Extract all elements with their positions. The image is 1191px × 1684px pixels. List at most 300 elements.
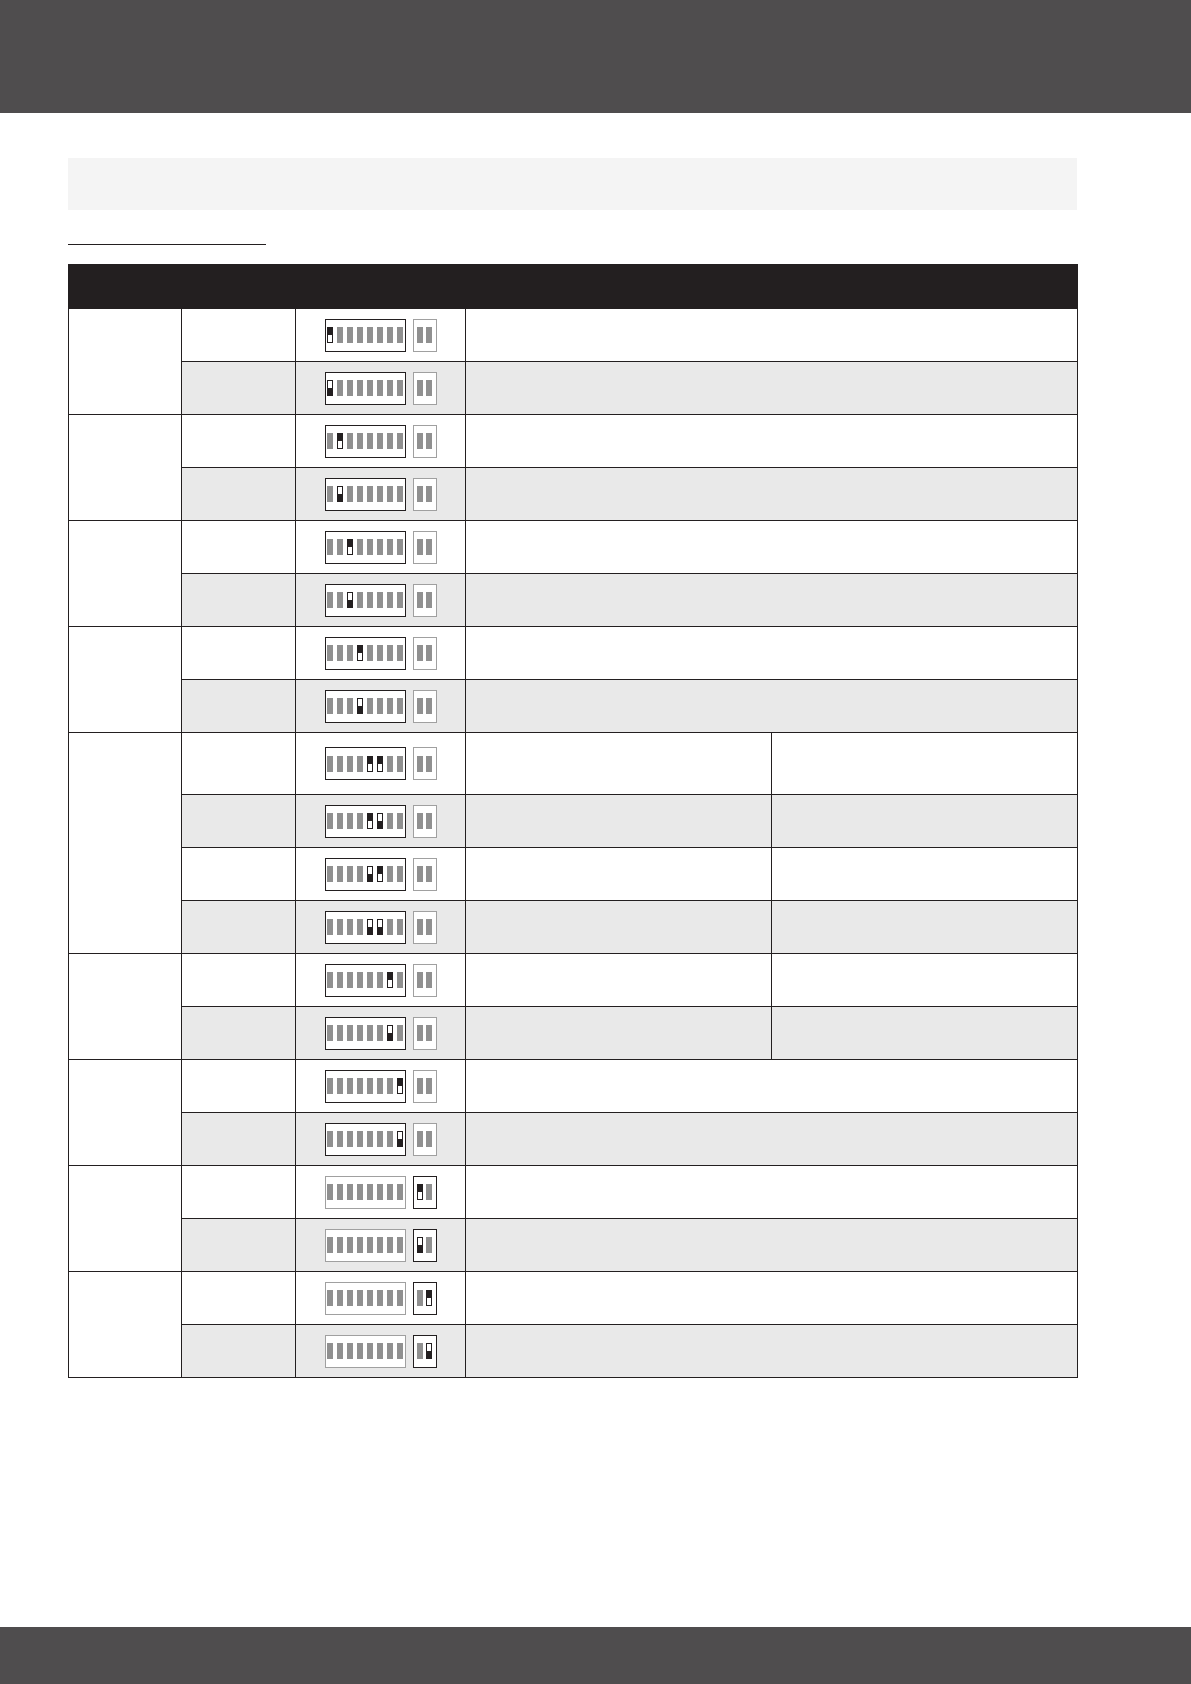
switch-cell: [296, 901, 466, 954]
dip-switch-diagram: [325, 319, 437, 352]
dip-switch-7: [387, 813, 393, 829]
setting-cell: [182, 680, 296, 733]
description-cell: [466, 362, 1078, 415]
dip-switch-4: [357, 1025, 363, 1041]
table-row: [69, 1325, 1078, 1378]
dip-bank-8: [325, 1176, 406, 1209]
description-cell: [466, 521, 1078, 574]
dip-switch-diagram: [325, 372, 437, 405]
dip-switch-diagram: [325, 1176, 437, 1209]
dip-bank-2: [413, 858, 437, 891]
dip-bank-8: [325, 1123, 406, 1156]
table-row: [69, 468, 1078, 521]
dip-switch-6: [377, 1237, 383, 1253]
table-row: [69, 1007, 1078, 1060]
setting-cell: [182, 1272, 296, 1325]
dip-switch-2: [337, 327, 343, 343]
dip-switch-8: [397, 1025, 403, 1041]
dip-switch-8: [397, 972, 403, 988]
dip-switch-1: [327, 1025, 333, 1041]
dip-bank-2: [413, 637, 437, 670]
header-banner: [0, 0, 1191, 113]
dip-switch-2: [337, 866, 343, 882]
dip-switch-3: [347, 592, 353, 608]
dip-switch-1: [327, 1184, 333, 1200]
dip-switch-3: [347, 756, 353, 772]
dip-switch-1: [417, 486, 423, 502]
dip-switch-6: [377, 1131, 383, 1147]
switch-cell: [296, 795, 466, 848]
description-cell: [466, 901, 772, 954]
table-body: [69, 309, 1078, 1378]
table-row: [69, 309, 1078, 362]
switch-cell: [296, 1060, 466, 1113]
dip-switch-6: [377, 866, 383, 882]
switch-cell: [296, 1325, 466, 1378]
dip-bank-8: [325, 1017, 406, 1050]
description-cell: [466, 1325, 1078, 1378]
dip-switch-2: [337, 592, 343, 608]
setting-cell: [182, 362, 296, 415]
note-cell: [772, 901, 1078, 954]
dip-switch-7: [387, 1184, 393, 1200]
dip-switch-1: [327, 1078, 333, 1094]
dip-switch-4: [357, 433, 363, 449]
dip-switch-4: [357, 813, 363, 829]
description-cell: [466, 1060, 1078, 1113]
dip-switch-1: [327, 539, 333, 555]
dip-bank-2: [413, 1282, 437, 1315]
group-label-cell: [69, 954, 182, 1060]
switch-cell: [296, 1219, 466, 1272]
dip-switch-7: [387, 1078, 393, 1094]
header-cell-function: [69, 265, 182, 309]
setting-cell: [182, 1166, 296, 1219]
switch-cell: [296, 954, 466, 1007]
dip-switch-2: [337, 972, 343, 988]
table-row: [69, 1113, 1078, 1166]
dip-bank-2: [413, 478, 437, 511]
dip-switch-6: [377, 756, 383, 772]
dip-switch-6: [377, 592, 383, 608]
dip-switch-5: [367, 1343, 373, 1359]
dip-switch-2: [426, 1290, 432, 1306]
dip-switch-1: [327, 1131, 333, 1147]
dip-bank-8: [325, 584, 406, 617]
dip-switch-2: [426, 866, 432, 882]
note-cell: [772, 954, 1078, 1007]
dip-switch-3: [347, 813, 353, 829]
setting-cell: [182, 1007, 296, 1060]
dip-switch-4: [357, 486, 363, 502]
dip-switch-8: [397, 486, 403, 502]
table-row: [69, 954, 1078, 1007]
description-cell: [466, 468, 1078, 521]
dip-switch-6: [377, 919, 383, 935]
dip-switch-2: [337, 919, 343, 935]
table-row: [69, 362, 1078, 415]
dip-switch-2: [426, 1343, 432, 1359]
dip-bank-8: [325, 478, 406, 511]
dip-switch-2: [337, 1184, 343, 1200]
dip-switch-4: [357, 698, 363, 714]
dip-switch-8: [397, 1237, 403, 1253]
dip-bank-2: [413, 319, 437, 352]
dip-switch-5: [367, 327, 373, 343]
dip-switch-2: [426, 972, 432, 988]
dip-switch-3: [347, 539, 353, 555]
setting-cell: [182, 415, 296, 468]
dip-switch-table: [68, 264, 1078, 1378]
dip-bank-8: [325, 1335, 406, 1368]
dip-switch-1: [327, 1343, 333, 1359]
dip-switch-5: [367, 813, 373, 829]
group-label-cell: [69, 627, 182, 733]
group-label-cell: [69, 1272, 182, 1378]
group-label-cell: [69, 1060, 182, 1166]
switch-cell: [296, 415, 466, 468]
dip-switch-7: [387, 972, 393, 988]
dip-switch-5: [367, 380, 373, 396]
description-cell: [466, 1219, 1078, 1272]
dip-switch-1: [417, 380, 423, 396]
dip-switch-1: [327, 380, 333, 396]
dip-switch-8: [397, 433, 403, 449]
dip-switch-2: [426, 433, 432, 449]
table-row: [69, 1166, 1078, 1219]
dip-switch-5: [367, 592, 373, 608]
dip-switch-1: [417, 327, 423, 343]
dip-switch-6: [377, 486, 383, 502]
table-row: [69, 848, 1078, 901]
dip-switch-2: [337, 645, 343, 661]
setting-cell: [182, 1113, 296, 1166]
description-cell: [466, 1113, 1078, 1166]
dip-switch-6: [377, 1290, 383, 1306]
dip-switch-2: [337, 698, 343, 714]
note-cell: [772, 848, 1078, 901]
dip-switch-1: [327, 645, 333, 661]
group-label-cell: [69, 415, 182, 521]
dip-bank-8: [325, 637, 406, 670]
dip-bank-2: [413, 747, 437, 780]
dip-switch-3: [347, 698, 353, 714]
dip-switch-7: [387, 1131, 393, 1147]
dip-switch-2: [426, 380, 432, 396]
dip-switch-1: [417, 1290, 423, 1306]
dip-switch-1: [417, 1025, 423, 1041]
dip-bank-8: [325, 964, 406, 997]
dip-switch-diagram: [325, 747, 437, 780]
dip-switch-5: [367, 1131, 373, 1147]
dip-switch-2: [337, 1025, 343, 1041]
switch-cell: [296, 1113, 466, 1166]
dip-switch-7: [387, 486, 393, 502]
switch-cell: [296, 848, 466, 901]
dip-switch-3: [347, 1078, 353, 1094]
setting-cell: [182, 574, 296, 627]
dip-bank-2: [413, 1335, 437, 1368]
description-cell: [466, 733, 772, 795]
table-row: [69, 1272, 1078, 1325]
setting-cell: [182, 627, 296, 680]
footer-banner: [0, 1627, 1191, 1684]
dip-switch-3: [347, 380, 353, 396]
dip-switch-1: [327, 1290, 333, 1306]
dip-switch-8: [397, 380, 403, 396]
dip-bank-8: [325, 425, 406, 458]
dip-switch-8: [397, 1290, 403, 1306]
dip-switch-6: [377, 1078, 383, 1094]
setting-cell: [182, 468, 296, 521]
dip-switch-diagram: [325, 964, 437, 997]
switch-cell: [296, 627, 466, 680]
setting-cell: [182, 1325, 296, 1378]
dip-switch-1: [417, 539, 423, 555]
dip-switch-2: [337, 486, 343, 502]
dip-switch-8: [397, 327, 403, 343]
dip-switch-5: [367, 645, 373, 661]
dip-switch-2: [426, 592, 432, 608]
dip-bank-8: [325, 531, 406, 564]
dip-switch-7: [387, 539, 393, 555]
dip-switch-8: [397, 1131, 403, 1147]
setting-cell: [182, 901, 296, 954]
switch-cell: [296, 1166, 466, 1219]
dip-switch-7: [387, 645, 393, 661]
dip-switch-7: [387, 866, 393, 882]
dip-bank-2: [413, 531, 437, 564]
dip-switch-1: [417, 1184, 423, 1200]
dip-switch-1: [327, 592, 333, 608]
dip-bank-2: [413, 1017, 437, 1050]
dip-switch-5: [367, 539, 373, 555]
group-label-cell: [69, 733, 182, 954]
dip-switch-3: [347, 1343, 353, 1359]
setting-cell: [182, 521, 296, 574]
dip-switch-4: [357, 1184, 363, 1200]
dip-switch-2: [337, 1131, 343, 1147]
description-cell: [466, 954, 772, 1007]
dip-switch-2: [426, 698, 432, 714]
dip-switch-8: [397, 592, 403, 608]
dip-switch-3: [347, 1131, 353, 1147]
table-row: [69, 795, 1078, 848]
dip-switch-diagram: [325, 1017, 437, 1050]
dip-switch-3: [347, 972, 353, 988]
dip-switch-8: [397, 1343, 403, 1359]
dip-switch-7: [387, 698, 393, 714]
dip-switch-3: [347, 1290, 353, 1306]
dip-switch-6: [377, 698, 383, 714]
setting-cell: [182, 848, 296, 901]
description-cell: [466, 309, 1078, 362]
dip-switch-2: [337, 380, 343, 396]
dip-switch-4: [357, 645, 363, 661]
table-row: [69, 1060, 1078, 1113]
dip-bank-8: [325, 690, 406, 723]
dip-switch-7: [387, 919, 393, 935]
dip-switch-2: [426, 486, 432, 502]
dip-bank-8: [325, 1282, 406, 1315]
dip-switch-1: [417, 1343, 423, 1359]
description-cell: [466, 1166, 1078, 1219]
switch-cell: [296, 733, 466, 795]
dip-switch-1: [327, 866, 333, 882]
dip-switch-4: [357, 1343, 363, 1359]
switch-cell: [296, 680, 466, 733]
dip-bank-2: [413, 911, 437, 944]
dip-switch-2: [337, 433, 343, 449]
dip-switch-3: [347, 327, 353, 343]
dip-switch-4: [357, 592, 363, 608]
dip-switch-1: [417, 972, 423, 988]
dip-switch-2: [337, 1343, 343, 1359]
dip-switch-3: [347, 866, 353, 882]
dip-switch-7: [387, 1343, 393, 1359]
dip-switch-5: [367, 1025, 373, 1041]
dip-switch-2: [426, 539, 432, 555]
dip-switch-7: [387, 592, 393, 608]
dip-switch-8: [397, 698, 403, 714]
dip-switch-6: [377, 972, 383, 988]
dip-switch-6: [377, 1184, 383, 1200]
dip-bank-2: [413, 1123, 437, 1156]
dip-switch-5: [367, 1237, 373, 1253]
switch-cell: [296, 309, 466, 362]
dip-switch-3: [347, 1025, 353, 1041]
dip-switch-3: [347, 645, 353, 661]
dip-switch-6: [377, 1025, 383, 1041]
dip-switch-8: [397, 1078, 403, 1094]
dip-switch-2: [426, 327, 432, 343]
group-label-cell: [69, 309, 182, 415]
dip-switch-3: [347, 486, 353, 502]
dip-switch-3: [347, 919, 353, 935]
dip-switch-diagram: [325, 584, 437, 617]
dip-switch-4: [357, 919, 363, 935]
dip-bank-8: [325, 747, 406, 780]
setting-cell: [182, 954, 296, 1007]
dip-switch-2: [337, 1237, 343, 1253]
dip-bank-8: [325, 372, 406, 405]
dip-switch-diagram: [325, 637, 437, 670]
header-cell-description: [466, 265, 1078, 309]
description-cell: [466, 848, 772, 901]
dip-switch-5: [367, 866, 373, 882]
dip-switch-8: [397, 756, 403, 772]
dip-switch-2: [337, 756, 343, 772]
dip-switch-5: [367, 433, 373, 449]
dip-switch-diagram: [325, 1229, 437, 1262]
header-cell-setting: [182, 265, 296, 309]
dip-bank-2: [413, 425, 437, 458]
dip-switch-4: [357, 866, 363, 882]
dip-switch-8: [397, 866, 403, 882]
dip-switch-2: [337, 1290, 343, 1306]
dip-switch-2: [337, 1078, 343, 1094]
dip-switch-8: [397, 919, 403, 935]
description-cell: [466, 795, 772, 848]
dip-bank-8: [325, 1229, 406, 1262]
description-cell: [466, 680, 1078, 733]
dip-switch-diagram: [325, 1070, 437, 1103]
dip-switch-5: [367, 698, 373, 714]
dip-switch-7: [387, 380, 393, 396]
dip-switch-1: [327, 972, 333, 988]
dip-switch-2: [426, 1025, 432, 1041]
note-cell: [772, 795, 1078, 848]
table-row: [69, 415, 1078, 468]
table-row: [69, 733, 1078, 795]
switch-cell: [296, 574, 466, 627]
dip-bank-2: [413, 964, 437, 997]
dip-switch-1: [417, 756, 423, 772]
dip-bank-2: [413, 1229, 437, 1262]
dip-switch-1: [417, 592, 423, 608]
dip-switch-diagram: [325, 1335, 437, 1368]
switch-cell: [296, 1007, 466, 1060]
table-row: [69, 521, 1078, 574]
dip-switch-2: [426, 1078, 432, 1094]
dip-switch-diagram: [325, 805, 437, 838]
table-row: [69, 574, 1078, 627]
dip-switch-1: [417, 813, 423, 829]
dip-switch-3: [347, 1237, 353, 1253]
header-cell-switch: [296, 265, 466, 309]
setting-cell: [182, 1219, 296, 1272]
dip-bank-2: [413, 805, 437, 838]
switch-cell: [296, 1272, 466, 1325]
dip-bank-2: [413, 372, 437, 405]
description-cell: [466, 415, 1078, 468]
dip-switch-4: [357, 972, 363, 988]
dip-switch-2: [426, 1184, 432, 1200]
dip-switch-1: [327, 486, 333, 502]
dip-switch-7: [387, 1237, 393, 1253]
dip-switch-1: [417, 645, 423, 661]
dip-switch-diagram: [325, 690, 437, 723]
description-cell: [466, 1007, 772, 1060]
dip-switch-4: [357, 380, 363, 396]
section-heading-underline: [68, 244, 266, 245]
dip-switch-diagram: [325, 1123, 437, 1156]
setting-cell: [182, 795, 296, 848]
setting-cell: [182, 1060, 296, 1113]
dip-switch-8: [397, 813, 403, 829]
dip-switch-2: [337, 813, 343, 829]
dip-switch-1: [327, 756, 333, 772]
description-cell: [466, 627, 1078, 680]
dip-switch-2: [426, 756, 432, 772]
description-cell: [466, 1272, 1078, 1325]
note-cell: [772, 1007, 1078, 1060]
dip-switch-diagram: [325, 911, 437, 944]
dip-switch-6: [377, 327, 383, 343]
dip-switch-6: [377, 645, 383, 661]
dip-switch-4: [357, 1131, 363, 1147]
switch-cell: [296, 521, 466, 574]
dip-switch-1: [417, 1237, 423, 1253]
dip-bank-2: [413, 584, 437, 617]
dip-bank-8: [325, 1070, 406, 1103]
table-row: [69, 901, 1078, 954]
dip-switch-6: [377, 1343, 383, 1359]
dip-switch-8: [397, 1184, 403, 1200]
dip-switch-2: [426, 1131, 432, 1147]
dip-switch-7: [387, 433, 393, 449]
dip-bank-8: [325, 858, 406, 891]
